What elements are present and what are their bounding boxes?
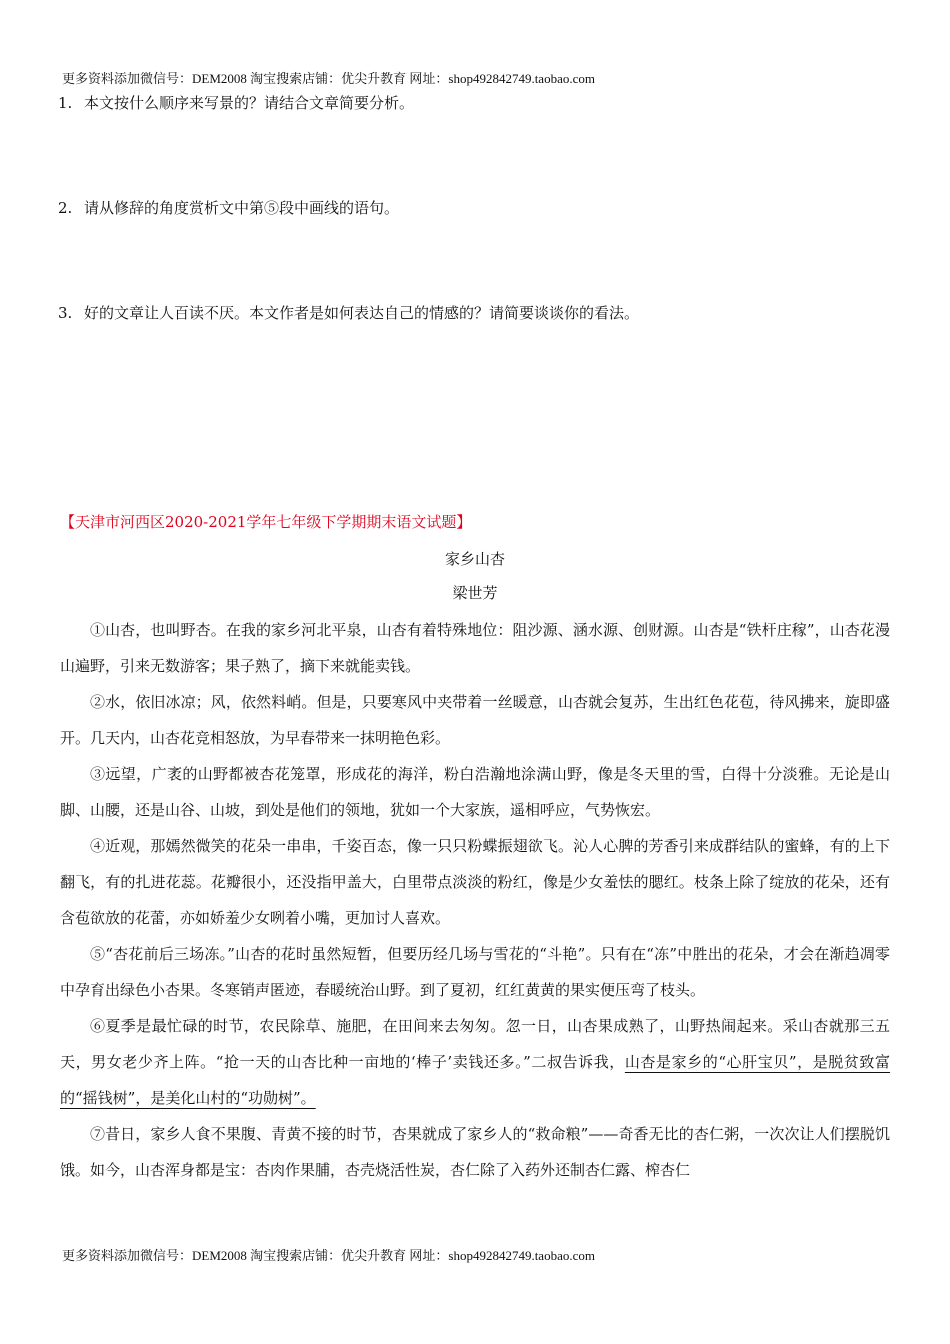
question-text: 请从修辞的角度赏析文中第⑤段中画线的语句。 <box>84 199 400 217</box>
question-number: 3. <box>58 304 73 322</box>
paragraph-2: ②水，依旧冰凉；风，依然料峭。但是，只要寒风中夹带着一丝暖意，山杏就会复苏，生出红色花苞，待风拂来，旋即盛开。几天内，山杏花竞相怒放，为早春带来一抹明艳色彩。 <box>60 693 890 747</box>
question-number: 2. <box>58 199 73 217</box>
paragraph-7: ⑦昔日，家乡人食不果腹、青黄不接的时节，杏果就成了家乡人的“救命粮”——奇香无比的杏仁粥，一次次让人们摆脱饥饿。如今，山杏浑身都是宝：杏肉作果脯，杏壳烧活性炭，杏仁除了入药外还制杏仁露、榨杏仁 <box>60 1125 890 1179</box>
question-2 <box>58 197 399 219</box>
question-number: 1. <box>58 94 73 112</box>
question-3 <box>58 302 639 324</box>
article-author: 梁世芳 <box>452 584 498 602</box>
paragraph-6 <box>60 1008 890 1116</box>
question-1 <box>58 92 414 114</box>
underlined-sentence: 山杏是家乡的“心肝宝贝”，是脱贫致富的“摇钱树”，是美化山村的“功勋树”。 <box>60 1053 890 1107</box>
question-text: 好的文章让人百读不厌。本文作者是如何表达自己的情感的？请简要谈谈你的看法。 <box>84 304 640 322</box>
page-header-watermark: 更多资料添加微信号：DEM2008 淘宝搜索店铺：优尖升教育 网址：shop492842749.taobao.com <box>62 71 595 86</box>
paragraph-4: ④近观，那嫣然微笑的花朵一串串，千姿百态，像一只只粉蝶振翅欲飞。沁人心脾的芳香引来成群结队的蜜蜂，有的上下翻飞，有的扎进花蕊。花瓣很小，还没指甲盖大，白里带点淡淡的粉红，像是少女羞怯的腮红。枝条上除了绽放的花朵，还有含苞欲放的花蕾，亦如娇羞少女咧着小嘴，更加讨人喜欢。 <box>60 837 890 927</box>
source-citation: 【天津市河西区2020-2021学年七年级下学期期末语文试题】 <box>60 513 472 531</box>
paragraph-3: ③远望，广袤的山野都被杏花笼罩，形成花的海洋，粉白浩瀚地涂满山野，像是冬天里的雪，白得十分淡雅。无论是山脚、山腰，还是山谷、山坡，到处是他们的领地，犹如一个大家族，遥相呼应，气势恢宏。 <box>60 765 890 819</box>
paragraph-6-text: ⑥夏季是最忙碌的时节，农民除草、施肥，在田间来去匆匆。忽一日，山杏果成熟了，山野热闹起来。采山杏就那三五天，男女老少齐上阵。“抢一天的山杏比种一亩地的‘棒子’卖钱还多。”二叔告诉我， <box>60 1017 890 1071</box>
paragraph-1: ①山杏，也叫野杏。在我的家乡河北平泉，山杏有着特殊地位：阻沙源、涵水源、创财源。山杏是“铁杆庄稼”，山杏花漫山遍野，引来无数游客；果子熟了，摘下来就能卖钱。 <box>60 621 890 675</box>
question-text: 本文按什么顺序来写景的？请结合文章简要分析。 <box>84 94 415 112</box>
article-body <box>60 612 890 1188</box>
page-footer-watermark: 更多资料添加微信号：DEM2008 淘宝搜索店铺：优尖升教育 网址：shop492842749.taobao.com <box>62 1248 595 1263</box>
article-title: 家乡山杏 <box>444 550 505 568</box>
paragraph-5: ⑤“杏花前后三场冻。”山杏的花时虽然短暂，但要历经几场与雪花的“斗艳”。只有在“冻”中胜出的花朵，才会在渐趋凋零中孕育出绿色小杏果。冬寒销声匿迹，春暖统治山野。到了夏初，红红黄黄的果实便压弯了枝头。 <box>60 945 890 999</box>
